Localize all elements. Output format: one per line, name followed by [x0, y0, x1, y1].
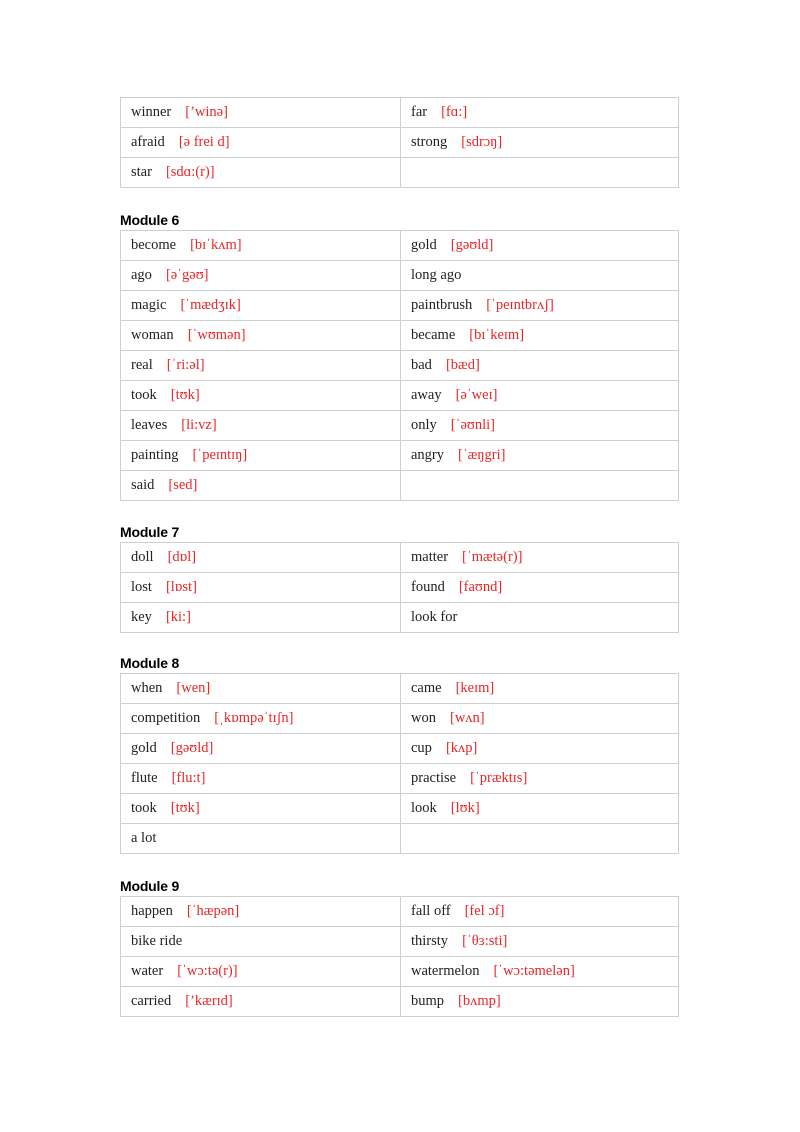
vocab-cell [401, 603, 679, 633]
vocab-phonetic: [wʌn] [449, 710, 485, 726]
vocab-word: gold [131, 740, 157, 756]
section-heading: Module 6 [120, 212, 180, 228]
vocab-table [120, 542, 679, 633]
table-row [121, 573, 679, 603]
vocab-phonetic: [bɪˈkʌm] [190, 237, 242, 253]
vocab-phonetic: [fel ɔf] [464, 903, 505, 919]
vocab-phonetic: [’winə] [185, 104, 228, 120]
vocab-phonetic: [lɒst] [165, 579, 197, 595]
vocab-cell [121, 128, 401, 158]
vocab-cell [401, 291, 679, 321]
table-row [121, 441, 679, 471]
vocab-word: competition [131, 710, 201, 726]
vocab-word: watermelon [411, 963, 480, 979]
vocab-word: flute [131, 770, 158, 786]
vocab-phonetic: [ˈmædʒɪk] [180, 297, 241, 313]
vocab-phonetic: [ˈwɔ:təmelən] [493, 963, 575, 979]
vocab-cell [401, 98, 679, 128]
vocab-word: lost [131, 579, 152, 595]
vocab-word: bike ride [131, 933, 183, 949]
vocab-phonetic: [ˈæŋgri] [458, 447, 506, 463]
vocab-word: become [131, 237, 177, 253]
vocab-word: won [411, 710, 436, 726]
vocab-word: matter [411, 549, 449, 565]
vocab-cell-empty [401, 471, 679, 501]
table-row [121, 987, 679, 1017]
vocab-phonetic: [keɪm] [455, 680, 495, 696]
vocab-cell [121, 291, 401, 321]
vocab-word: painting [131, 447, 179, 463]
vocab-word: look [411, 800, 437, 816]
vocab-word: water [131, 963, 164, 979]
vocab-word: found [411, 579, 445, 595]
vocab-cell [121, 98, 401, 128]
vocab-word: bump [411, 993, 445, 1009]
vocab-table [120, 230, 679, 501]
vocab-cell [121, 794, 401, 824]
vocab-cell [121, 261, 401, 291]
vocab-word: only [411, 417, 437, 433]
vocab-cell [401, 704, 679, 734]
vocab-word: bad [411, 357, 432, 373]
vocab-word: paintbrush [411, 297, 473, 313]
vocab-word: away [411, 387, 442, 403]
vocab-phonetic: [ˈwɔ:tə(r)] [177, 963, 238, 979]
vocab-cell [401, 543, 679, 573]
vocab-phonetic: [ˈθɜ:sti] [462, 933, 508, 949]
section-module-5-continued [120, 97, 679, 188]
vocab-phonetic: [sed] [168, 477, 198, 493]
vocab-cell [121, 897, 401, 927]
vocab-phonetic: [bʌmp] [458, 993, 501, 1009]
vocab-word: fall off [411, 903, 451, 919]
section-module-6 [120, 210, 679, 501]
vocab-word: winner [131, 104, 172, 120]
vocab-word: far [411, 104, 428, 120]
vocab-phonetic: [gəʊld] [170, 740, 214, 756]
vocab-phonetic: [wen] [176, 680, 211, 696]
vocab-phonetic: [fɑ:] [441, 104, 468, 120]
vocab-phonetic: [bæd] [445, 357, 480, 373]
section-heading: Module 9 [120, 878, 180, 894]
table-row [121, 381, 679, 411]
table-row [121, 411, 679, 441]
vocab-cell [401, 321, 679, 351]
table-row [121, 674, 679, 704]
vocab-cell [401, 411, 679, 441]
vocab-phonetic: [flu:t] [171, 770, 206, 786]
vocab-cell [121, 927, 401, 957]
table-row [121, 231, 679, 261]
table-row [121, 158, 679, 188]
vocab-phonetic: [ə frei d] [178, 134, 230, 150]
vocab-table [120, 97, 679, 188]
vocab-cell [401, 674, 679, 704]
vocab-phonetic: [tʊk] [170, 800, 200, 816]
vocab-phonetic: [ˈhæpən] [186, 903, 240, 919]
vocab-cell [121, 603, 401, 633]
vocab-word: real [131, 357, 153, 373]
vocab-cell [121, 321, 401, 351]
vocab-cell [401, 794, 679, 824]
vocab-cell [401, 987, 679, 1017]
vocab-word: took [131, 387, 157, 403]
table-row [121, 603, 679, 633]
vocab-cell [121, 441, 401, 471]
table-row [121, 291, 679, 321]
table-row [121, 704, 679, 734]
vocab-word: practise [411, 770, 457, 786]
vocab-cell-empty [401, 158, 679, 188]
vocab-word: happen [131, 903, 173, 919]
vocab-cell [401, 897, 679, 927]
table-row [121, 128, 679, 158]
table-row [121, 824, 679, 854]
vocab-phonetic: [ˈpræktɪs] [470, 770, 528, 786]
vocab-word: woman [131, 327, 174, 343]
table-row [121, 957, 679, 987]
vocab-cell [401, 381, 679, 411]
table-row [121, 764, 679, 794]
vocab-phonetic: [li:vz] [181, 417, 217, 433]
vocab-phonetic: [ˌkɒmpəˈtɪʃn] [214, 710, 294, 726]
vocab-cell [401, 351, 679, 381]
vocab-word: gold [411, 237, 437, 253]
vocab-table [120, 896, 679, 1017]
vocab-table [120, 673, 679, 854]
vocab-cell [121, 957, 401, 987]
vocab-cell [401, 957, 679, 987]
section-module-9 [120, 876, 679, 1017]
vocab-phonetic: [sdrɔŋ] [461, 134, 503, 150]
vocab-cell [401, 128, 679, 158]
vocab-word: angry [411, 447, 445, 463]
vocab-word: afraid [131, 134, 165, 150]
vocab-phonetic: [lʊk] [450, 800, 480, 816]
table-row [121, 98, 679, 128]
vocab-phonetic: [əˈgəʊ] [165, 267, 209, 283]
vocab-cell [401, 441, 679, 471]
vocab-cell [121, 158, 401, 188]
vocab-cell [121, 411, 401, 441]
vocab-word: key [131, 609, 152, 625]
vocab-phonetic: [ˈri:əl] [166, 357, 205, 373]
vocab-phonetic: [ki:] [165, 609, 191, 625]
vocab-cell [121, 734, 401, 764]
vocab-word: when [131, 680, 163, 696]
vocab-word: cup [411, 740, 432, 756]
vocab-word: doll [131, 549, 154, 565]
vocab-phonetic: [ˈwʊmən] [187, 327, 246, 343]
vocab-word: took [131, 800, 157, 816]
vocab-cell [121, 381, 401, 411]
vocab-cell [121, 987, 401, 1017]
table-row [121, 471, 679, 501]
vocab-cell [401, 764, 679, 794]
vocab-cell [401, 927, 679, 957]
vocab-cell [121, 471, 401, 501]
table-row [121, 261, 679, 291]
vocab-word: ago [131, 267, 152, 283]
table-row [121, 897, 679, 927]
section-heading: Module 7 [120, 524, 180, 540]
vocab-cell [401, 231, 679, 261]
vocab-word: became [411, 327, 456, 343]
vocab-word: star [131, 164, 152, 180]
vocab-phonetic: [əˈweɪ] [455, 387, 498, 403]
vocab-phonetic: [kʌp] [445, 740, 478, 756]
vocab-cell [121, 231, 401, 261]
vocab-cell [121, 573, 401, 603]
vocab-cell [121, 674, 401, 704]
vocab-phonetic: [ˈpeɪntɪŋ] [192, 447, 248, 463]
vocab-cell [121, 543, 401, 573]
vocab-phonetic: [sdɑ:(r)] [165, 164, 215, 180]
table-row [121, 543, 679, 573]
vocab-cell [401, 573, 679, 603]
vocab-word: strong [411, 134, 448, 150]
vocab-cell [121, 824, 401, 854]
vocab-phonetic: [ˈəʊnli] [450, 417, 495, 433]
vocab-phonetic: [dɒl] [167, 549, 197, 565]
vocab-phonetic: [bɪˈkeɪm] [469, 327, 525, 343]
vocab-word: look for [411, 609, 458, 625]
table-row [121, 927, 679, 957]
vocab-phonetic: [ˈpeɪntbrʌʃ] [486, 297, 554, 313]
vocab-word: came [411, 680, 442, 696]
table-row [121, 734, 679, 764]
vocab-cell [121, 704, 401, 734]
vocab-word: thirsty [411, 933, 449, 949]
vocab-cell-empty [401, 824, 679, 854]
vocab-word: magic [131, 297, 167, 313]
section-module-7 [120, 522, 679, 633]
table-row [121, 321, 679, 351]
vocab-cell [121, 764, 401, 794]
vocab-cell [121, 351, 401, 381]
vocab-word: leaves [131, 417, 168, 433]
vocab-cell [401, 261, 679, 291]
vocab-cell [401, 734, 679, 764]
vocab-phonetic: [faʊnd] [458, 579, 503, 595]
table-row [121, 794, 679, 824]
vocab-phonetic: [gəʊld] [450, 237, 494, 253]
section-heading: Module 8 [120, 655, 180, 671]
vocab-phonetic: [’kærɪd] [185, 993, 233, 1009]
vocab-word: said [131, 477, 155, 493]
vocab-word: carried [131, 993, 172, 1009]
vocab-word: long ago [411, 267, 462, 283]
vocab-phonetic: [ˈmætə(r)] [462, 549, 523, 565]
vocab-word: a lot [131, 830, 157, 846]
section-module-8 [120, 653, 679, 854]
vocab-phonetic: [tʊk] [170, 387, 200, 403]
table-row [121, 351, 679, 381]
